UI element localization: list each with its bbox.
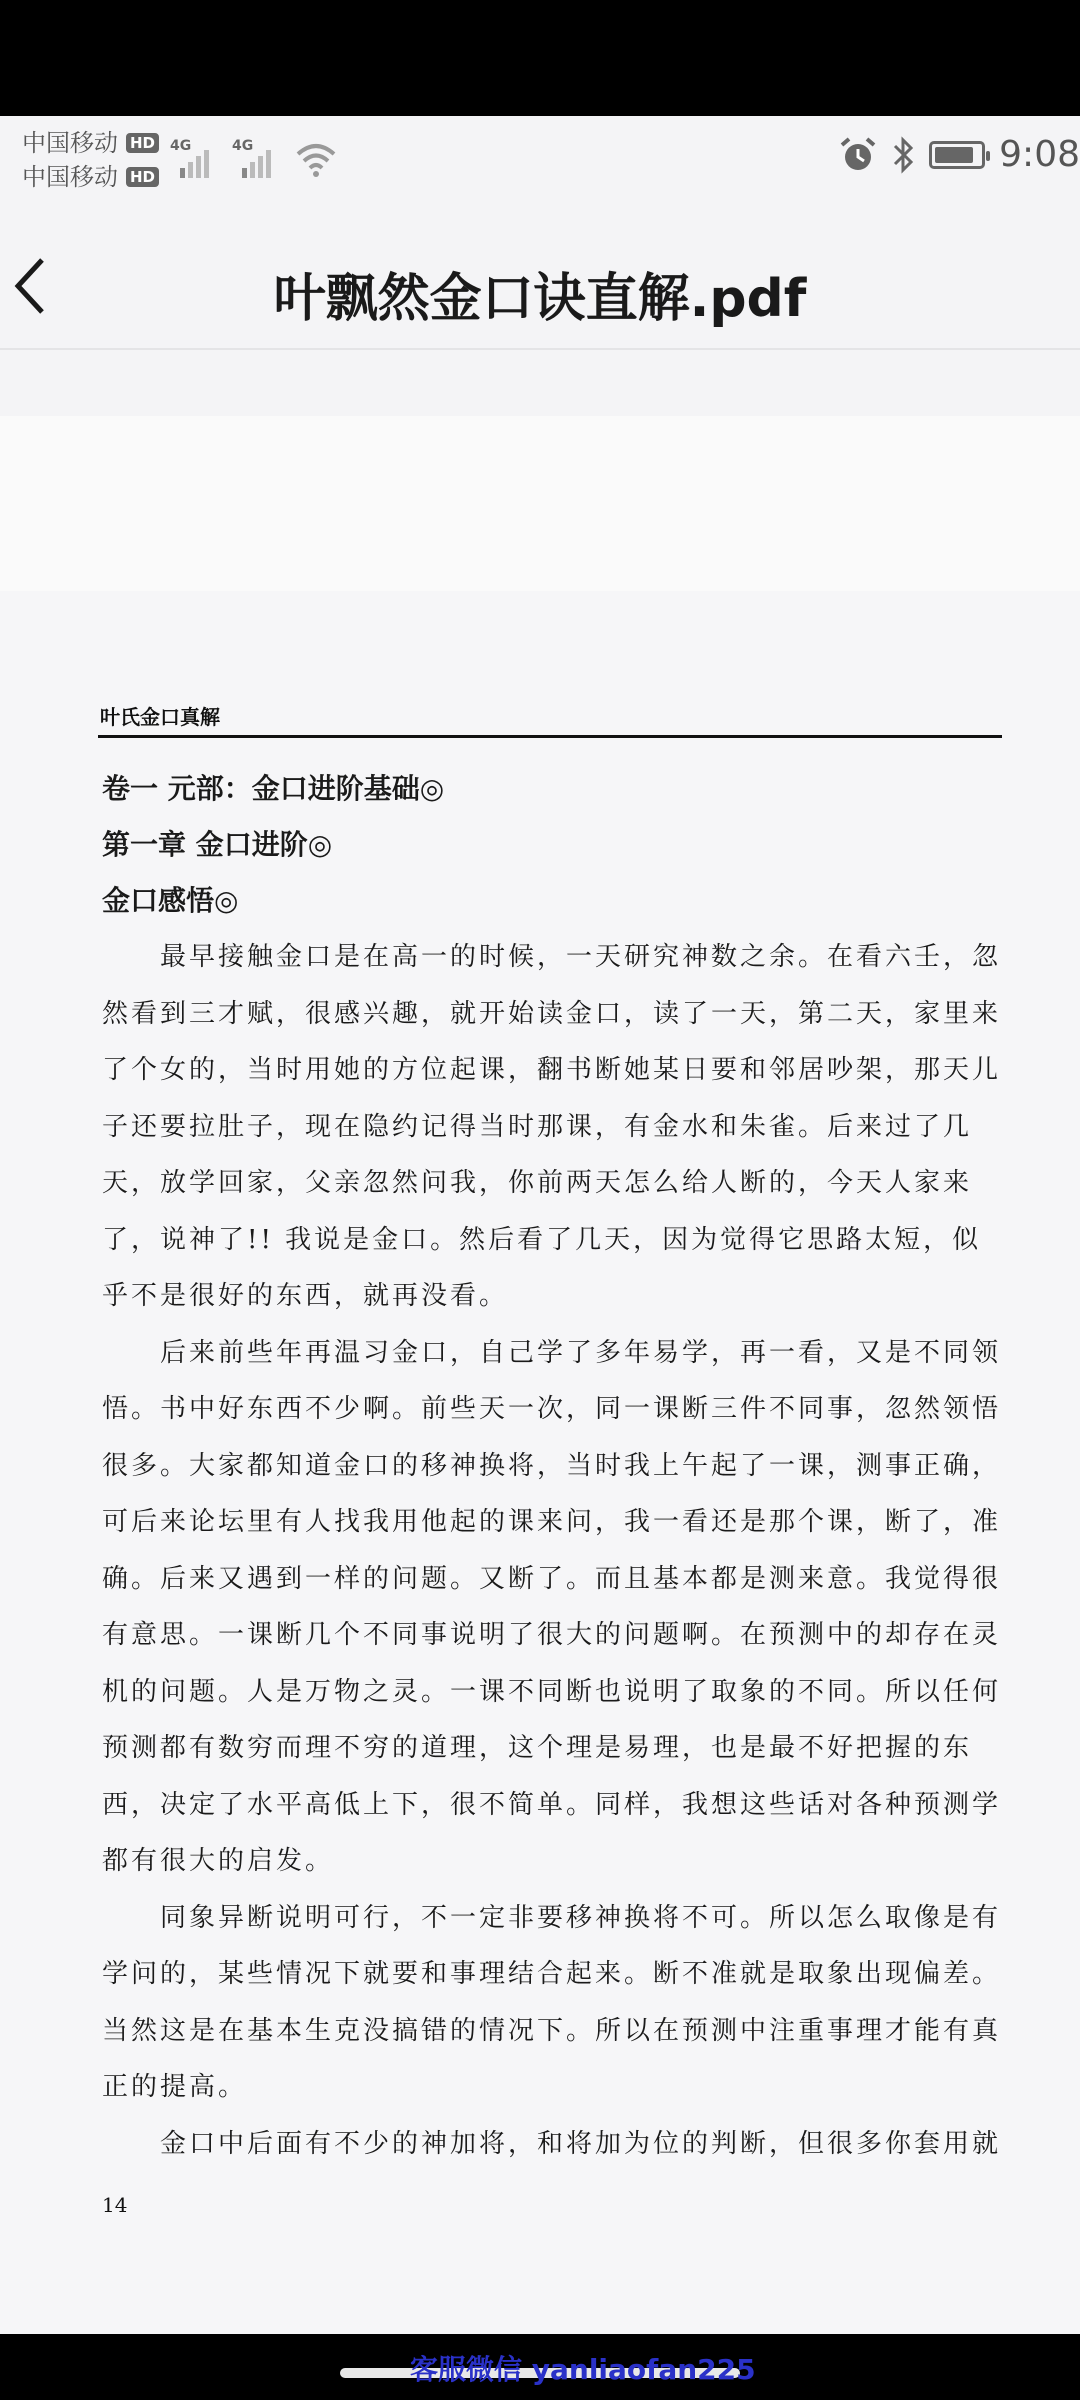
running-head: 叶氏金口真解 [100,705,220,729]
page-body [102,761,1002,2172]
status-right [839,134,1080,175]
network-type-label: 4G [170,138,192,154]
header-divider [0,348,1080,350]
running-head-rule [98,735,1002,738]
volume-heading: 卷一 元部：金口进阶基础◎ [102,772,445,805]
carrier-label-2: 中国移动 [22,163,118,191]
page-number: 14 [102,2193,128,2217]
chapter-heading: 第一章 金口进阶◎ [102,828,333,861]
battery-icon [929,141,985,169]
document-title: 叶飘然金口诀直解.pdf [273,269,807,329]
title-bar [0,226,1080,346]
alarm-icon [839,136,877,174]
clock: 9:08 [999,134,1080,175]
cell-signal-icon [170,138,214,178]
network-type-label: 4G [232,138,254,154]
cell-signal-icon [232,138,276,178]
paragraph: 最早接触金口是在高一的时候，一天研究神数之余。在看六壬，忽然看到三才赋，很感兴趣，就开始读金口，读了一天，第二天，家里来了个女的，当时用她的方位起课，翻书断她某日要和邻居吵架，那天儿子还要拉肚子，现在隐约记得当时那课，有金水和朱雀。后来过了几天，放学回家，父亲忽然问我，你前两天怎么给人断的，今天人家来了，说神了!! 我说是金口。然后看了几天，因为觉得它思路太短，似乎不是很好的东西，就再没看。 [102,942,1002,1311]
paragraph: 金口中后面有不少的神加将，和将加为位的判断，但很多你套用就 [160,2128,1002,2159]
app-screen [0,116,1080,2334]
paragraph: 同象异断说明可行，不一定非要移神换将不可。所以怎么取像是有学问的，某些情况下就要和事理结合起来。断不准就是取象出现偏差。当然这是在基本生克没搞错的情况下。所以在预测中注重事理才能有真正的提高。 [102,1902,1002,2102]
wifi-icon [294,138,338,178]
status-bar [0,116,1080,196]
section-heading: 金口感悟◎ [102,884,239,917]
carrier-label-1: 中国移动 [22,129,118,157]
carrier-info [22,126,159,194]
watermark-contact: 客服微信 yanliaofan225 [410,2353,756,2386]
signal-indicators [170,138,338,178]
hd-badge-2: HD [126,167,159,187]
paragraph: 后来前些年再温习金口，自己学了多年易学，再一看，又是不同领悟。书中好东西不少啊。前些天一次，同一课断三件不同事，忽然领悟很多。大家都知道金口的移神换将，当时我上午起了一课，测事正确，可后来论坛里有人找我用他起的课来问，我一看还是那个课，断了，准确。后来又遇到一样的问题。又断了。而且基本都是测来意。我觉得很有意思。一课断几个不同事说明了很大的问题啊。在预测中的却存在灵机的问题。人是万物之灵。一课不同断也说明了取象的不同。所以任何预测都有数穷而理不穷的道理，这个理是易理，也是最不好把握的东西，决定了水平高低上下，很不简单。同样，我想这些话对各种预测学都有很大的启发。 [102,1337,1002,1876]
page-gap [0,416,1080,591]
hd-badge-1: HD [126,133,159,153]
pdf-page[interactable] [0,591,1080,2334]
bluetooth-icon [891,136,915,174]
